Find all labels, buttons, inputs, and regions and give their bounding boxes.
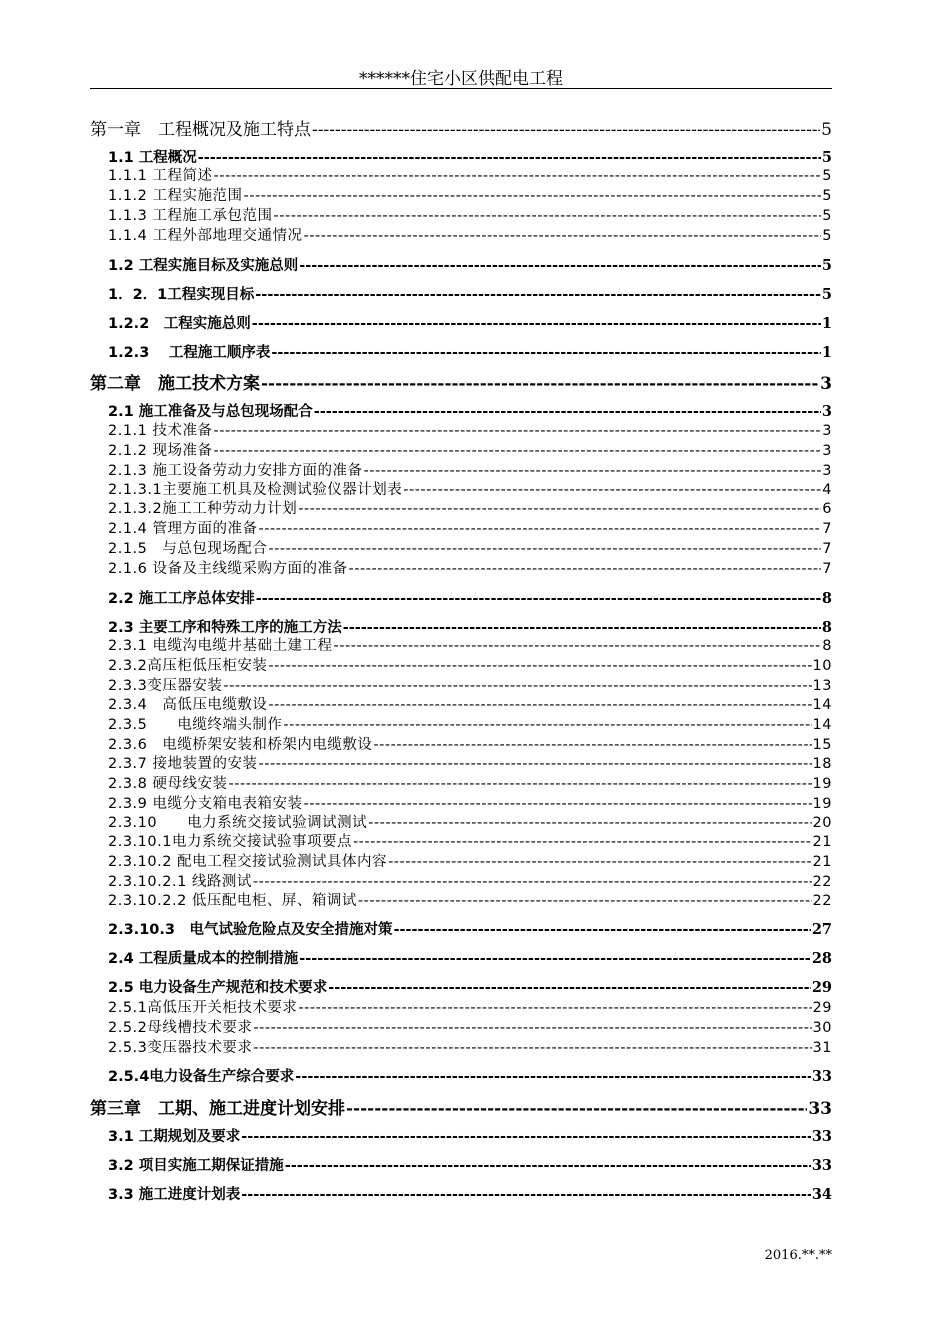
page-footer-date: 2016.**.** bbox=[764, 1248, 832, 1263]
toc-leader-dashes bbox=[253, 874, 812, 890]
toc-entry-title: 第一章 工程概况及施工特点 bbox=[90, 120, 311, 140]
toc-entry-title: 2.1.3.2施工工种劳动力计划 bbox=[108, 501, 298, 517]
toc-entry-title: 3.3 施工进度计划表 bbox=[108, 1187, 241, 1203]
toc-entry-page-number: 13 bbox=[812, 678, 832, 694]
toc-entry-title: 2.1.6 设备及主线缆采购方面的准备 bbox=[108, 561, 348, 577]
toc-leader-dashes bbox=[255, 287, 821, 303]
toc-entry[interactable] bbox=[90, 439, 832, 460]
toc-entry[interactable] bbox=[90, 204, 832, 225]
toc-entry[interactable] bbox=[90, 713, 832, 734]
toc-leader-dashes bbox=[304, 796, 812, 812]
toc-entry-title: 2.3 主要工序和特殊工序的施工方法 bbox=[108, 620, 342, 636]
toc-leader-dashes bbox=[268, 658, 811, 674]
toc-leader-dashes bbox=[214, 168, 822, 184]
toc-leader-dashes bbox=[403, 482, 821, 498]
toc-entry-page-number: 8 bbox=[822, 638, 832, 654]
toc-entry-page-number: 8 bbox=[821, 590, 832, 607]
toc-entry-title: 3.1 工期规划及要求 bbox=[108, 1129, 241, 1145]
toc-entry-title: 3.2 项目实施工期保证措施 bbox=[108, 1158, 284, 1174]
toc-leader-dashes bbox=[349, 561, 822, 577]
toc-leader-dashes bbox=[274, 208, 822, 224]
toc-entry[interactable] bbox=[90, 537, 832, 558]
toc-entry-title: 2.3.9 电缆分支箱电表箱安装 bbox=[108, 796, 303, 812]
toc-leader-dashes bbox=[312, 120, 820, 140]
toc-entry-title: 1.2.2 工程实施总则 bbox=[108, 316, 251, 332]
toc-entry-page-number: 29 bbox=[811, 979, 832, 996]
toc-entry[interactable] bbox=[90, 1016, 832, 1037]
toc-entry-page-number: 5 bbox=[821, 286, 832, 303]
toc-leader-dashes bbox=[271, 345, 821, 361]
toc-entry-title: 2.5 电力设备生产规范和技术要求 bbox=[108, 980, 328, 996]
toc-entry-title: 2.1.3.1主要施工机具及检测试验仪器计划表 bbox=[108, 482, 403, 498]
toc-entry-title: 2.4 工程质量成本的控制措施 bbox=[108, 951, 299, 967]
toc-entry[interactable] bbox=[90, 634, 832, 655]
toc-entry-page-number: 1 bbox=[821, 344, 832, 361]
toc-entry-title: 2.3.3变压器安装 bbox=[108, 678, 223, 694]
toc-entry[interactable] bbox=[90, 1036, 832, 1057]
toc-leader-dashes bbox=[259, 756, 812, 772]
toc-entry[interactable] bbox=[90, 517, 832, 538]
toc-entry[interactable] bbox=[90, 224, 832, 245]
toc-entry-page-number: 7 bbox=[822, 541, 832, 557]
toc-entry-title: 2.3.1 电缆沟电缆井基础土建工程 bbox=[108, 638, 333, 654]
toc-leader-dashes bbox=[299, 951, 811, 967]
toc-entry[interactable] bbox=[90, 419, 832, 440]
toc-leader-dashes bbox=[244, 188, 822, 204]
toc-leader-dashes bbox=[241, 1187, 811, 1203]
toc-entry-title: 2.1.1 技术准备 bbox=[108, 423, 213, 439]
toc-entry-title: 2.1.5 与总包现场配合 bbox=[108, 541, 268, 557]
toc-entry-page-number: 22 bbox=[812, 893, 832, 909]
toc-leader-dashes bbox=[328, 980, 811, 996]
toc-entry[interactable] bbox=[90, 254, 832, 275]
toc-leader-dashes bbox=[358, 893, 812, 909]
toc-entry-page-number: 4 bbox=[822, 482, 832, 498]
toc-entry-page-number: 3 bbox=[820, 374, 832, 394]
toc-leader-dashes bbox=[261, 374, 819, 394]
toc-entry[interactable] bbox=[90, 752, 832, 773]
toc-entry-page-number: 14 bbox=[812, 697, 832, 713]
toc-leader-dashes bbox=[285, 1158, 811, 1174]
toc-entry[interactable] bbox=[90, 115, 832, 140]
toc-entry-title: 2.1.4 管理方面的准备 bbox=[108, 521, 258, 537]
toc-entry[interactable] bbox=[90, 1183, 832, 1204]
toc-leader-dashes bbox=[253, 1020, 811, 1036]
toc-entry-page-number: 5 bbox=[822, 208, 832, 224]
toc-entry[interactable] bbox=[90, 976, 832, 997]
toc-entry[interactable] bbox=[90, 870, 832, 891]
toc-entry[interactable] bbox=[90, 1154, 832, 1175]
toc-entry-page-number: 21 bbox=[812, 834, 832, 850]
toc-entry-title: 1.1 工程概况 bbox=[108, 150, 197, 166]
toc-leader-dashes bbox=[373, 737, 811, 753]
toc-leader-dashes bbox=[229, 776, 812, 792]
toc-entry-page-number: 8 bbox=[821, 619, 832, 636]
toc-entry-page-number: 19 bbox=[812, 776, 832, 792]
toc-entry-page-number: 33 bbox=[808, 1099, 832, 1119]
toc-entry[interactable] bbox=[90, 772, 832, 793]
toc-entry-page-number: 31 bbox=[812, 1040, 832, 1056]
toc-entry[interactable] bbox=[90, 312, 832, 333]
toc-entry-title: 2.2 施工工序总体安排 bbox=[108, 591, 255, 607]
toc-entry-title: 2.3.10.2.2 低压配电柜、屏、箱调试 bbox=[108, 893, 357, 909]
toc-entry[interactable] bbox=[90, 693, 832, 714]
toc-entry-page-number: 5 bbox=[821, 149, 832, 166]
toc-entry-page-number: 3 bbox=[821, 403, 832, 420]
toc-entry-title: 1．2．1工程实现目标 bbox=[108, 287, 255, 303]
toc-leader-dashes bbox=[353, 834, 812, 850]
toc-entry-page-number: 33 bbox=[811, 1128, 832, 1145]
toc-entry[interactable] bbox=[90, 283, 832, 304]
toc-entry[interactable] bbox=[90, 918, 832, 939]
toc-leader-dashes bbox=[334, 638, 822, 654]
toc-entry[interactable] bbox=[90, 947, 832, 968]
toc-entry-title: 2.5.3变压器技术要求 bbox=[108, 1040, 253, 1056]
toc-entry-page-number: 33 bbox=[811, 1068, 832, 1085]
toc-leader-dashes bbox=[268, 541, 821, 557]
toc-leader-dashes bbox=[256, 591, 821, 607]
toc-entry[interactable] bbox=[90, 811, 832, 832]
toc-entry[interactable] bbox=[90, 497, 832, 518]
toc-entry[interactable] bbox=[90, 184, 832, 205]
toc-leader-dashes bbox=[393, 922, 810, 938]
toc-entry-title: 2.1.3 施工设备劳动力安排方面的准备 bbox=[108, 463, 363, 479]
toc-entry[interactable] bbox=[90, 889, 832, 910]
toc-entry-page-number: 5 bbox=[821, 120, 832, 140]
toc-entry-page-number: 5 bbox=[822, 228, 832, 244]
toc-entry[interactable] bbox=[90, 164, 832, 185]
toc-entry-title: 1.1.2 工程实施范围 bbox=[108, 188, 243, 204]
toc-entry-title: 2.3.10 电力系统交接试验调试测试 bbox=[108, 815, 368, 831]
toc-entry[interactable] bbox=[90, 674, 832, 695]
toc-entry[interactable] bbox=[90, 1125, 832, 1146]
toc-entry-page-number: 6 bbox=[822, 501, 832, 517]
toc-entry[interactable] bbox=[90, 557, 832, 578]
toc-leader-dashes bbox=[346, 1099, 807, 1119]
toc-entry-page-number: 5 bbox=[822, 188, 832, 204]
toc-leader-dashes bbox=[268, 697, 811, 713]
header-divider bbox=[90, 88, 832, 89]
toc-entry-page-number: 5 bbox=[821, 257, 832, 274]
toc-leader-dashes bbox=[295, 1069, 811, 1085]
toc-entry[interactable] bbox=[90, 996, 832, 1017]
toc-leader-dashes bbox=[368, 815, 811, 831]
toc-entry-page-number: 5 bbox=[822, 168, 832, 184]
toc-entry-page-number: 20 bbox=[812, 815, 832, 831]
toc-entry-title: 2.3.10.1电力系统交接试验事项要点 bbox=[108, 834, 352, 850]
toc-entry[interactable] bbox=[90, 654, 832, 675]
toc-leader-dashes bbox=[253, 1040, 811, 1056]
toc-entry-title: 2.3.6 电缆桥架安装和桥架内电缆敷设 bbox=[108, 737, 373, 753]
toc-entry[interactable] bbox=[90, 341, 832, 362]
toc-entry-title: 1.1.3 工程施工承包范围 bbox=[108, 208, 273, 224]
toc-entry-title: 2.1.2 现场准备 bbox=[108, 443, 213, 459]
toc-entry-page-number: 29 bbox=[812, 1000, 832, 1016]
toc-entry[interactable] bbox=[90, 792, 832, 813]
toc-entry-title: 2.3.10.2.1 线路测试 bbox=[108, 874, 252, 890]
toc-entry-page-number: 34 bbox=[811, 1186, 832, 1203]
toc-leader-dashes bbox=[388, 854, 811, 870]
toc-leader-dashes bbox=[214, 423, 822, 439]
toc-entry-page-number: 7 bbox=[822, 561, 832, 577]
toc-entry[interactable] bbox=[90, 369, 832, 394]
toc-entry-title: 1.2.3 工程施工顺序表 bbox=[108, 345, 271, 361]
toc-entry-title: 1.1.1 工程简述 bbox=[108, 168, 213, 184]
toc-leader-dashes bbox=[364, 463, 822, 479]
toc-entry-title: 2.1 施工准备及与总包现场配合 bbox=[108, 404, 313, 420]
toc-leader-dashes bbox=[214, 443, 822, 459]
toc-entry-title: 2.5.2母线槽技术要求 bbox=[108, 1020, 253, 1036]
toc-entry-title: 2.3.8 硬母线安装 bbox=[108, 776, 228, 792]
toc-entry-page-number: 3 bbox=[822, 463, 832, 479]
toc-leader-dashes bbox=[314, 404, 821, 420]
toc-entry-title: 2.5.4电力设备生产综合要求 bbox=[108, 1069, 295, 1085]
page-header-title: ******住宅小区供配电工程 bbox=[359, 69, 563, 89]
toc-entry-page-number: 1 bbox=[821, 315, 832, 332]
toc-entry-title: 2.3.5 电缆终端头制作 bbox=[108, 717, 283, 733]
toc-entry-title: 1.2 工程实施目标及实施总则 bbox=[108, 258, 299, 274]
toc-entry-title: 第三章 工期、施工进度计划安排 bbox=[90, 1099, 345, 1119]
toc-entry-page-number: 18 bbox=[812, 756, 832, 772]
toc-leader-dashes bbox=[241, 1129, 811, 1145]
toc-entry-page-number: 7 bbox=[822, 521, 832, 537]
toc-leader-dashes bbox=[298, 1000, 811, 1016]
toc-entry[interactable] bbox=[90, 850, 832, 871]
toc-entry[interactable] bbox=[90, 733, 832, 754]
toc-entry-page-number: 30 bbox=[812, 1020, 832, 1036]
toc-entry-page-number: 22 bbox=[812, 874, 832, 890]
toc-entry-page-number: 33 bbox=[811, 1157, 832, 1174]
toc-entry-title: 1.1.4 工程外部地理交通情况 bbox=[108, 228, 303, 244]
toc-entry-page-number: 14 bbox=[812, 717, 832, 733]
toc-entry[interactable] bbox=[90, 830, 832, 851]
toc-entry[interactable] bbox=[90, 1094, 832, 1119]
toc-entry-page-number: 15 bbox=[812, 737, 832, 753]
toc-leader-dashes bbox=[299, 258, 821, 274]
toc-entry[interactable] bbox=[90, 1065, 832, 1086]
toc-leader-dashes bbox=[259, 521, 822, 537]
toc-entry-page-number: 3 bbox=[822, 423, 832, 439]
toc-entry-page-number: 28 bbox=[811, 950, 832, 967]
toc-entry-title: 2.5.1高低压开关柜技术要求 bbox=[108, 1000, 298, 1016]
toc-leader-dashes bbox=[252, 316, 821, 332]
toc-entry-page-number: 3 bbox=[822, 443, 832, 459]
toc-entry-title: 第二章 施工技术方案 bbox=[90, 374, 260, 394]
toc-leader-dashes bbox=[304, 228, 822, 244]
toc-entry[interactable] bbox=[90, 400, 832, 421]
toc-entry-title: 2.3.7 接地装置的安装 bbox=[108, 756, 258, 772]
toc-entry[interactable] bbox=[90, 587, 832, 608]
toc-entry-title: 2.3.10.2 配电工程交接试验测试具体内容 bbox=[108, 854, 388, 870]
toc-entry[interactable] bbox=[90, 459, 832, 480]
toc-entry-title: 2.3.2高压柜低压柜安装 bbox=[108, 658, 268, 674]
toc-leader-dashes bbox=[283, 717, 811, 733]
toc-entry-page-number: 27 bbox=[811, 921, 832, 938]
toc-entry-page-number: 21 bbox=[812, 854, 832, 870]
toc-entry-title: 2.3.4 高低压电缆敷设 bbox=[108, 697, 268, 713]
toc-entry-title: 2.3.10.3 电气试验危险点及安全措施对策 bbox=[108, 922, 393, 938]
toc-entry-page-number: 19 bbox=[812, 796, 832, 812]
toc-entry-page-number: 10 bbox=[812, 658, 832, 674]
toc-leader-dashes bbox=[223, 678, 811, 694]
toc-entry[interactable] bbox=[90, 478, 832, 499]
toc-leader-dashes bbox=[298, 501, 821, 517]
